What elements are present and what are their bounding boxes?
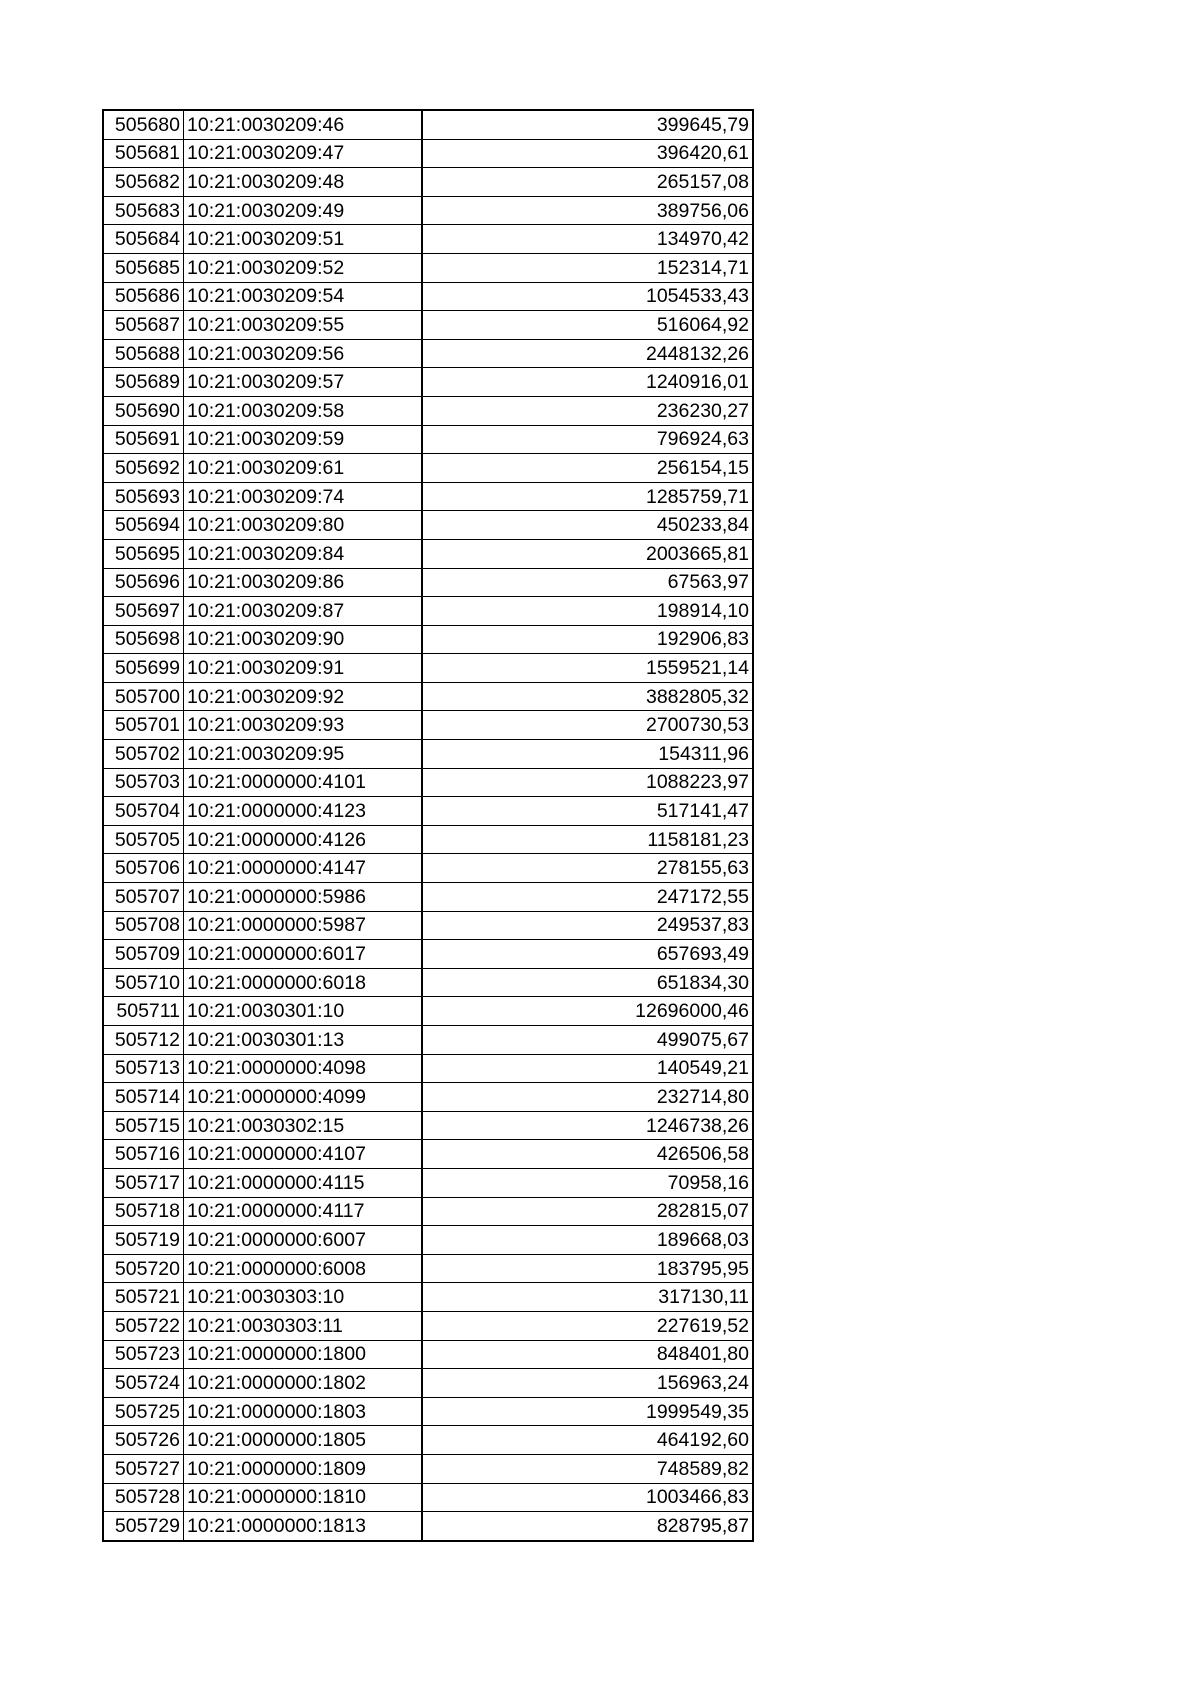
table-row bbox=[103, 225, 753, 254]
row-number-cell: 505709 bbox=[103, 940, 184, 969]
amount-cell: 134970,42 bbox=[422, 225, 753, 254]
table-row bbox=[103, 539, 753, 568]
table-row bbox=[103, 911, 753, 940]
amount-cell: 154311,96 bbox=[422, 740, 753, 769]
amount-cell: 1559521,14 bbox=[422, 654, 753, 683]
amount-cell: 227619,52 bbox=[422, 1311, 753, 1340]
cadastral-number-cell: 10:21:0000000:1813 bbox=[184, 1512, 423, 1541]
amount-cell: 1088223,97 bbox=[422, 768, 753, 797]
row-number-cell: 505727 bbox=[103, 1454, 184, 1483]
row-number-cell: 505686 bbox=[103, 282, 184, 311]
cadastral-number-cell: 10:21:0000000:1805 bbox=[184, 1426, 423, 1455]
table-row bbox=[103, 1111, 753, 1140]
table-row bbox=[103, 482, 753, 511]
table-row bbox=[103, 282, 753, 311]
cadastral-number-cell: 10:21:0030209:55 bbox=[184, 311, 423, 340]
table-row bbox=[103, 854, 753, 883]
table-row bbox=[103, 1426, 753, 1455]
cadastral-number-cell: 10:21:0030209:84 bbox=[184, 539, 423, 568]
table-row bbox=[103, 168, 753, 197]
table-row bbox=[103, 425, 753, 454]
row-number-cell: 505696 bbox=[103, 568, 184, 597]
cadastral-number-cell: 10:21:0030209:54 bbox=[184, 282, 423, 311]
row-number-cell: 505706 bbox=[103, 854, 184, 883]
amount-cell: 499075,67 bbox=[422, 1026, 753, 1055]
cadastral-number-cell: 10:21:0000000:5987 bbox=[184, 911, 423, 940]
cadastral-number-cell: 10:21:0030209:47 bbox=[184, 139, 423, 168]
amount-cell: 152314,71 bbox=[422, 253, 753, 282]
amount-cell: 2003665,81 bbox=[422, 539, 753, 568]
row-number-cell: 505719 bbox=[103, 1226, 184, 1255]
table-row bbox=[103, 1454, 753, 1483]
cadastral-number-cell: 10:21:0030209:74 bbox=[184, 482, 423, 511]
row-number-cell: 505680 bbox=[103, 110, 184, 139]
cadastral-number-cell: 10:21:0030209:57 bbox=[184, 368, 423, 397]
amount-cell: 265157,08 bbox=[422, 168, 753, 197]
amount-cell: 657693,49 bbox=[422, 940, 753, 969]
table-row bbox=[103, 196, 753, 225]
row-number-cell: 505704 bbox=[103, 797, 184, 826]
table-row bbox=[103, 1311, 753, 1340]
row-number-cell: 505716 bbox=[103, 1140, 184, 1169]
cadastral-number-cell: 10:21:0000000:4117 bbox=[184, 1197, 423, 1226]
amount-cell: 1158181,23 bbox=[422, 825, 753, 854]
table-row bbox=[103, 1083, 753, 1112]
amount-cell: 1999549,35 bbox=[422, 1397, 753, 1426]
row-number-cell: 505715 bbox=[103, 1111, 184, 1140]
row-number-cell: 505708 bbox=[103, 911, 184, 940]
table-row bbox=[103, 940, 753, 969]
row-number-cell: 505695 bbox=[103, 539, 184, 568]
cadastral-number-cell: 10:21:0030209:59 bbox=[184, 425, 423, 454]
cadastral-number-cell: 10:21:0030209:92 bbox=[184, 682, 423, 711]
row-number-cell: 505682 bbox=[103, 168, 184, 197]
row-number-cell: 505729 bbox=[103, 1512, 184, 1541]
amount-cell: 317130,11 bbox=[422, 1283, 753, 1312]
cadastral-number-cell: 10:21:0000000:4107 bbox=[184, 1140, 423, 1169]
row-number-cell: 505714 bbox=[103, 1083, 184, 1112]
table-row bbox=[103, 139, 753, 168]
row-number-cell: 505721 bbox=[103, 1283, 184, 1312]
row-number-cell: 505683 bbox=[103, 196, 184, 225]
row-number-cell: 505702 bbox=[103, 740, 184, 769]
amount-cell: 1003466,83 bbox=[422, 1483, 753, 1512]
amount-cell: 249537,83 bbox=[422, 911, 753, 940]
amount-cell: 192906,83 bbox=[422, 625, 753, 654]
table-row bbox=[103, 968, 753, 997]
cadastral-number-cell: 10:21:0030301:13 bbox=[184, 1026, 423, 1055]
amount-cell: 256154,15 bbox=[422, 454, 753, 483]
amount-cell: 140549,21 bbox=[422, 1054, 753, 1083]
row-number-cell: 505698 bbox=[103, 625, 184, 654]
cadastral-number-cell: 10:21:0030209:91 bbox=[184, 654, 423, 683]
amount-cell: 70958,16 bbox=[422, 1168, 753, 1197]
row-number-cell: 505700 bbox=[103, 682, 184, 711]
table-row bbox=[103, 110, 753, 139]
row-number-cell: 505726 bbox=[103, 1426, 184, 1455]
row-number-cell: 505712 bbox=[103, 1026, 184, 1055]
cadastral-number-cell: 10:21:0000000:1809 bbox=[184, 1454, 423, 1483]
cadastral-number-cell: 10:21:0030303:11 bbox=[184, 1311, 423, 1340]
cadastral-number-cell: 10:21:0000000:1810 bbox=[184, 1483, 423, 1512]
amount-cell: 3882805,32 bbox=[422, 682, 753, 711]
row-number-cell: 505688 bbox=[103, 339, 184, 368]
table-row bbox=[103, 454, 753, 483]
amount-cell: 396420,61 bbox=[422, 139, 753, 168]
row-number-cell: 505728 bbox=[103, 1483, 184, 1512]
cadastral-number-cell: 10:21:0000000:4101 bbox=[184, 768, 423, 797]
table-row bbox=[103, 825, 753, 854]
row-number-cell: 505713 bbox=[103, 1054, 184, 1083]
amount-cell: 651834,30 bbox=[422, 968, 753, 997]
cadastral-number-cell: 10:21:0000000:1803 bbox=[184, 1397, 423, 1426]
cadastral-number-cell: 10:21:0030209:90 bbox=[184, 625, 423, 654]
cadastral-number-cell: 10:21:0030209:52 bbox=[184, 253, 423, 282]
table-row bbox=[103, 1026, 753, 1055]
row-number-cell: 505717 bbox=[103, 1168, 184, 1197]
cadastral-number-cell: 10:21:0000000:6017 bbox=[184, 940, 423, 969]
cadastral-number-cell: 10:21:0030209:87 bbox=[184, 597, 423, 626]
table-row bbox=[103, 1283, 753, 1312]
cadastral-number-cell: 10:21:0030209:80 bbox=[184, 511, 423, 540]
row-number-cell: 505718 bbox=[103, 1197, 184, 1226]
cadastral-number-cell: 10:21:0000000:4115 bbox=[184, 1168, 423, 1197]
table-row bbox=[103, 1168, 753, 1197]
row-number-cell: 505720 bbox=[103, 1254, 184, 1283]
cadastral-number-cell: 10:21:0030209:49 bbox=[184, 196, 423, 225]
row-number-cell: 505722 bbox=[103, 1311, 184, 1340]
table-row bbox=[103, 1140, 753, 1169]
row-number-cell: 505692 bbox=[103, 454, 184, 483]
row-number-cell: 505685 bbox=[103, 253, 184, 282]
amount-cell: 156963,24 bbox=[422, 1369, 753, 1398]
table-row bbox=[103, 368, 753, 397]
cadastral-number-cell: 10:21:0000000:4123 bbox=[184, 797, 423, 826]
row-number-cell: 505687 bbox=[103, 311, 184, 340]
cadastral-number-cell: 10:21:0000000:6007 bbox=[184, 1226, 423, 1255]
row-number-cell: 505705 bbox=[103, 825, 184, 854]
table-row bbox=[103, 997, 753, 1026]
cadastral-number-cell: 10:21:0000000:1800 bbox=[184, 1340, 423, 1369]
row-number-cell: 505723 bbox=[103, 1340, 184, 1369]
row-number-cell: 505711 bbox=[103, 997, 184, 1026]
amount-cell: 828795,87 bbox=[422, 1512, 753, 1541]
table-row bbox=[103, 568, 753, 597]
table-row bbox=[103, 511, 753, 540]
cadastral-number-cell: 10:21:0000000:4126 bbox=[184, 825, 423, 854]
table-row bbox=[103, 597, 753, 626]
row-number-cell: 505697 bbox=[103, 597, 184, 626]
row-number-cell: 505691 bbox=[103, 425, 184, 454]
amount-cell: 189668,03 bbox=[422, 1226, 753, 1255]
amount-cell: 1285759,71 bbox=[422, 482, 753, 511]
amount-cell: 183795,95 bbox=[422, 1254, 753, 1283]
amount-cell: 12696000,46 bbox=[422, 997, 753, 1026]
table-row bbox=[103, 253, 753, 282]
cadastral-number-cell: 10:21:0000000:6008 bbox=[184, 1254, 423, 1283]
amount-cell: 67563,97 bbox=[422, 568, 753, 597]
amount-cell: 399645,79 bbox=[422, 110, 753, 139]
cadastral-number-cell: 10:21:0000000:5986 bbox=[184, 883, 423, 912]
table-row bbox=[103, 396, 753, 425]
cadastral-number-cell: 10:21:0000000:4098 bbox=[184, 1054, 423, 1083]
table-row bbox=[103, 339, 753, 368]
table-row bbox=[103, 1254, 753, 1283]
amount-cell: 282815,07 bbox=[422, 1197, 753, 1226]
amount-cell: 2700730,53 bbox=[422, 711, 753, 740]
row-number-cell: 505724 bbox=[103, 1369, 184, 1398]
table-row bbox=[103, 1226, 753, 1255]
amount-cell: 198914,10 bbox=[422, 597, 753, 626]
amount-cell: 236230,27 bbox=[422, 396, 753, 425]
cadastral-number-cell: 10:21:0030209:56 bbox=[184, 339, 423, 368]
cadastral-number-cell: 10:21:0000000:4147 bbox=[184, 854, 423, 883]
table-row bbox=[103, 1483, 753, 1512]
table-row bbox=[103, 1197, 753, 1226]
cadastral-number-cell: 10:21:0030209:61 bbox=[184, 454, 423, 483]
row-number-cell: 505701 bbox=[103, 711, 184, 740]
amount-cell: 247172,55 bbox=[422, 883, 753, 912]
cadastral-number-cell: 10:21:0030209:51 bbox=[184, 225, 423, 254]
row-number-cell: 505710 bbox=[103, 968, 184, 997]
row-number-cell: 505684 bbox=[103, 225, 184, 254]
amount-cell: 389756,06 bbox=[422, 196, 753, 225]
table-row bbox=[103, 654, 753, 683]
row-number-cell: 505699 bbox=[103, 654, 184, 683]
amount-cell: 450233,84 bbox=[422, 511, 753, 540]
cadastral-number-cell: 10:21:0000000:4099 bbox=[184, 1083, 423, 1112]
amount-cell: 1240916,01 bbox=[422, 368, 753, 397]
amount-cell: 278155,63 bbox=[422, 854, 753, 883]
amount-cell: 748589,82 bbox=[422, 1454, 753, 1483]
table-row bbox=[103, 1369, 753, 1398]
cadastral-number-cell: 10:21:0000000:6018 bbox=[184, 968, 423, 997]
row-number-cell: 505689 bbox=[103, 368, 184, 397]
cadastral-number-cell: 10:21:0030209:86 bbox=[184, 568, 423, 597]
amount-cell: 848401,80 bbox=[422, 1340, 753, 1369]
data-table bbox=[102, 109, 754, 1542]
table-body bbox=[103, 110, 753, 1541]
row-number-cell: 505694 bbox=[103, 511, 184, 540]
row-number-cell: 505693 bbox=[103, 482, 184, 511]
cadastral-number-cell: 10:21:0030209:48 bbox=[184, 168, 423, 197]
amount-cell: 796924,63 bbox=[422, 425, 753, 454]
table-row bbox=[103, 797, 753, 826]
table-row bbox=[103, 1340, 753, 1369]
cadastral-number-cell: 10:21:0030209:95 bbox=[184, 740, 423, 769]
table-row bbox=[103, 1397, 753, 1426]
row-number-cell: 505690 bbox=[103, 396, 184, 425]
cadastral-number-cell: 10:21:0030209:58 bbox=[184, 396, 423, 425]
cadastral-number-cell: 10:21:0030302:15 bbox=[184, 1111, 423, 1140]
table-row bbox=[103, 711, 753, 740]
table-row bbox=[103, 682, 753, 711]
table-row bbox=[103, 1054, 753, 1083]
amount-cell: 1246738,26 bbox=[422, 1111, 753, 1140]
amount-cell: 232714,80 bbox=[422, 1083, 753, 1112]
cadastral-number-cell: 10:21:0030209:93 bbox=[184, 711, 423, 740]
table-row bbox=[103, 740, 753, 769]
table-row bbox=[103, 1512, 753, 1541]
row-number-cell: 505707 bbox=[103, 883, 184, 912]
amount-cell: 1054533,43 bbox=[422, 282, 753, 311]
row-number-cell: 505703 bbox=[103, 768, 184, 797]
table-row bbox=[103, 625, 753, 654]
cadastral-number-cell: 10:21:0000000:1802 bbox=[184, 1369, 423, 1398]
cadastral-number-cell: 10:21:0030303:10 bbox=[184, 1283, 423, 1312]
table-row bbox=[103, 768, 753, 797]
row-number-cell: 505681 bbox=[103, 139, 184, 168]
cadastral-number-cell: 10:21:0030301:10 bbox=[184, 997, 423, 1026]
amount-cell: 516064,92 bbox=[422, 311, 753, 340]
row-number-cell: 505725 bbox=[103, 1397, 184, 1426]
amount-cell: 2448132,26 bbox=[422, 339, 753, 368]
table-row bbox=[103, 883, 753, 912]
cadastral-number-cell: 10:21:0030209:46 bbox=[184, 110, 423, 139]
table-row bbox=[103, 311, 753, 340]
amount-cell: 464192,60 bbox=[422, 1426, 753, 1455]
amount-cell: 426506,58 bbox=[422, 1140, 753, 1169]
amount-cell: 517141,47 bbox=[422, 797, 753, 826]
